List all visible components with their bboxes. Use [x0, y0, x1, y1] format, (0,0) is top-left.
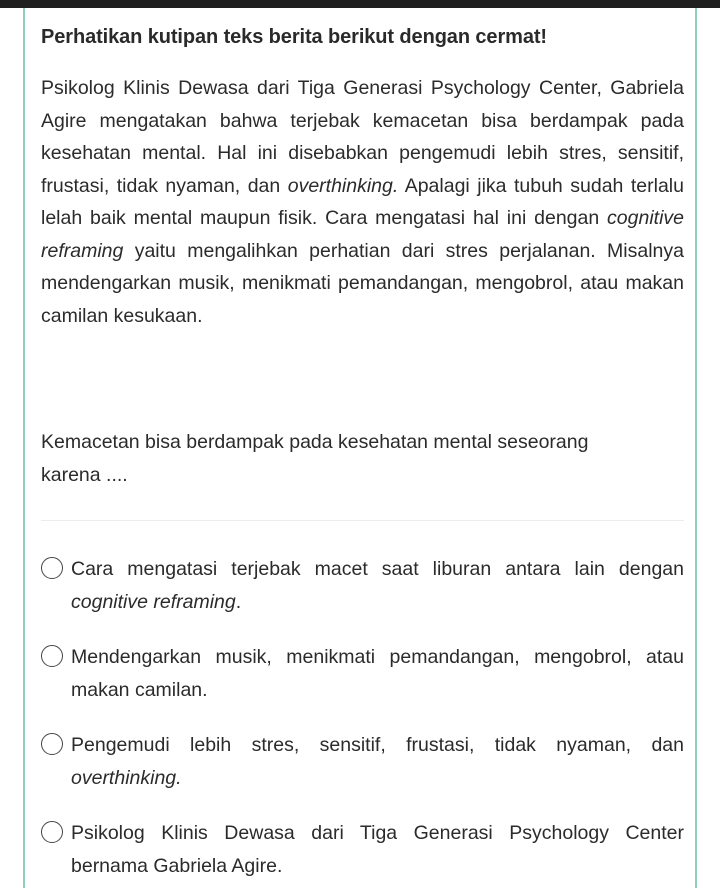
passage-text-1: Psikolog Klinis Dewasa dari Tiga Generasi Psychology Center, Gabriela Agire mengatakan bahwa terjebak kemacetan bisa berdampak pada kesehatan mental. Hal ini disebabkan pengemudi lebih stres, sensitif, frustasi, tidak nyaman, dan — [41, 77, 684, 197]
answer-option-label: Psikolog Klinis Dewasa dari Tiga Generasi Psychology Center bernama Gabriela Agire. — [71, 822, 684, 877]
radio-circle-icon[interactable] — [41, 733, 63, 755]
question-text: Kemacetan bisa berdampak pada kesehatan mental seseorang karena .... — [41, 431, 589, 486]
news-passage — [41, 72, 684, 332]
answer-option-label: Pengemudi lebih stres, sensitif, frustasi, tidak nyaman, dan overthinking. — [71, 734, 684, 789]
instruction-heading: Perhatikan kutipan teks berita berikut dengan cermat! — [41, 26, 547, 48]
passage-italic-overthinking: overthinking. — [287, 174, 399, 197]
answer-option-label: Cara mengatasi terjebak macet saat liburan antara lain dengan cognitive reframing. — [71, 558, 684, 613]
divider — [41, 520, 684, 521]
question-card — [23, 8, 697, 888]
radio-circle-icon[interactable] — [41, 821, 63, 843]
top-bar — [0, 0, 720, 8]
passage-italic-cognitive-reframing: cognitive reframing — [41, 207, 684, 262]
answer-option-label: Mendengarkan musik, menikmati pemandangan, mengobrol, atau makan camilan. — [71, 646, 684, 701]
radio-circle-icon[interactable] — [41, 557, 63, 579]
radio-circle-icon[interactable] — [41, 645, 63, 667]
passage-text-2: Apalagi jika tubuh sudah terlalu lelah baik mental maupun fisik. Cara mengatasi hal ini dengan — [41, 174, 684, 229]
passage-text-3: yaitu mengalihkan perhatian dari stres perjalanan. Misalnya mendengarkan musik, menikmati pemandangan, mengobrol, atau makan camilan kesukaan. — [41, 239, 684, 327]
